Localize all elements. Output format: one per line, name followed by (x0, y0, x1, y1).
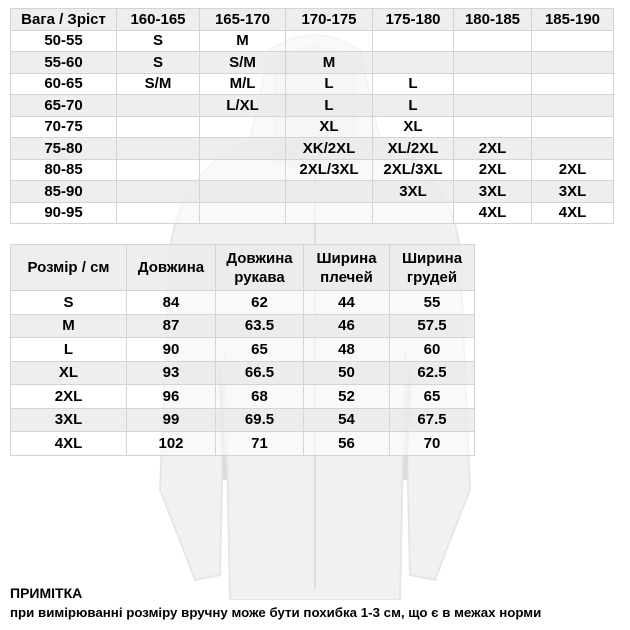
size-cell (200, 138, 286, 160)
size-cell (454, 30, 532, 52)
size-cell: 4XL (454, 202, 532, 224)
size-label-cell: M (11, 314, 127, 338)
size-cell: L (373, 73, 454, 95)
size-cell: 2XL (454, 138, 532, 160)
size-cell (117, 138, 200, 160)
table-row (11, 138, 614, 160)
height-header: 185-190 (532, 9, 614, 31)
weight-cell: 90-95 (11, 202, 117, 224)
measurement-cell: 54 (304, 408, 390, 432)
table-row (11, 30, 614, 52)
table-row (11, 73, 614, 95)
size-cell: XL/2XL (373, 138, 454, 160)
size-cell: XL (373, 116, 454, 138)
measurement-cell: 102 (127, 432, 216, 456)
measurement-cell: 93 (127, 361, 216, 385)
measurement-cell: 56 (304, 432, 390, 456)
size-cell (532, 138, 614, 160)
weight-cell: 70-75 (11, 116, 117, 138)
size-label-cell: L (11, 338, 127, 362)
measurement-cell: 67.5 (390, 408, 475, 432)
measurement-cell: 69.5 (216, 408, 304, 432)
weight-height-size-table (10, 8, 614, 224)
size-cell: L/XL (200, 95, 286, 117)
size-cell: L (373, 95, 454, 117)
measurement-cell: 84 (127, 291, 216, 315)
table-row (11, 159, 614, 181)
size-cell: S (117, 52, 200, 74)
column-header: Ширина плечей (304, 245, 390, 291)
size-cell (117, 181, 200, 203)
measurement-cell: 57.5 (390, 314, 475, 338)
weight-cell: 75-80 (11, 138, 117, 160)
size-cell (454, 73, 532, 95)
note-title: ПРИМІТКА (10, 585, 83, 601)
measurement-cell: 70 (390, 432, 475, 456)
weight-cell: 55-60 (11, 52, 117, 74)
weight-cell: 60-65 (11, 73, 117, 95)
measurement-cell: 90 (127, 338, 216, 362)
measurement-cell: 50 (304, 361, 390, 385)
size-cell: 4XL (532, 202, 614, 224)
column-header: Довжина рукава (216, 245, 304, 291)
height-header: 180-185 (454, 9, 532, 31)
size-cell: M (286, 52, 373, 74)
table-row (11, 116, 614, 138)
table-row (11, 291, 475, 315)
size-cell (200, 202, 286, 224)
measurement-cell: 60 (390, 338, 475, 362)
measurement-cell: 44 (304, 291, 390, 315)
note-text: при вимірюванні розміру вручну може бути похибка 1-3 см, що є в межах норми (10, 605, 542, 620)
measurement-cell: 46 (304, 314, 390, 338)
size-cell: 2XL (532, 159, 614, 181)
measurement-cell: 96 (127, 385, 216, 409)
measurement-cell: 65 (390, 385, 475, 409)
table-row (11, 52, 614, 74)
size-cell: 2XL (454, 159, 532, 181)
table-row (11, 181, 614, 203)
column-header: Ширина грудей (390, 245, 475, 291)
size-cell (454, 52, 532, 74)
size-cell: M (200, 30, 286, 52)
size-cell (286, 181, 373, 203)
header-row (11, 245, 475, 291)
measurement-cell: 62 (216, 291, 304, 315)
table-row (11, 432, 475, 456)
weight-cell: 65-70 (11, 95, 117, 117)
size-label-cell: XL (11, 361, 127, 385)
size-cell (117, 116, 200, 138)
table-row (11, 202, 614, 224)
height-header: 175-180 (373, 9, 454, 31)
size-cell: 3XL (454, 181, 532, 203)
note (10, 584, 625, 622)
weight-cell: 80-85 (11, 159, 117, 181)
size-cell (532, 116, 614, 138)
measurement-cell: 62.5 (390, 361, 475, 385)
size-cell: 2XL/3XL (373, 159, 454, 181)
size-cell (117, 159, 200, 181)
height-header: 165-170 (200, 9, 286, 31)
size-cell: XL (286, 116, 373, 138)
weight-cell: 85-90 (11, 181, 117, 203)
size-label-cell: 2XL (11, 385, 127, 409)
size-cell (532, 52, 614, 74)
measurement-cell: 48 (304, 338, 390, 362)
table-row (11, 408, 475, 432)
table-row (11, 338, 475, 362)
weight-cell: 50-55 (11, 30, 117, 52)
size-cell (200, 159, 286, 181)
measurement-cell: 71 (216, 432, 304, 456)
size-cell: 3XL (532, 181, 614, 203)
size-label-cell: 3XL (11, 408, 127, 432)
size-cell: M/L (200, 73, 286, 95)
size-cell (286, 202, 373, 224)
size-label-cell: S (11, 291, 127, 315)
measurement-cell: 52 (304, 385, 390, 409)
measurement-cell: 87 (127, 314, 216, 338)
size-cell (117, 95, 200, 117)
table-row (11, 385, 475, 409)
size-cell (532, 73, 614, 95)
size-cell (373, 30, 454, 52)
table-row (11, 314, 475, 338)
height-header: 170-175 (286, 9, 373, 31)
measurement-cell: 99 (127, 408, 216, 432)
measurement-cell: 63.5 (216, 314, 304, 338)
size-cell: S/M (117, 73, 200, 95)
measurement-cell: 68 (216, 385, 304, 409)
column-header: Розмір / см (11, 245, 127, 291)
measurement-cell: 55 (390, 291, 475, 315)
size-cell: L (286, 73, 373, 95)
size-cell (532, 95, 614, 117)
size-cell (200, 116, 286, 138)
measurement-cell: 66.5 (216, 361, 304, 385)
size-cell (454, 116, 532, 138)
measurement-cell: 65 (216, 338, 304, 362)
table-row (11, 95, 614, 117)
size-cell (373, 202, 454, 224)
measurements-table (10, 244, 475, 456)
header-row (11, 9, 614, 31)
height-header: 160-165 (117, 9, 200, 31)
corner-header: Вага / Зріст (11, 9, 117, 31)
size-cell (117, 202, 200, 224)
size-cell: 3XL (373, 181, 454, 203)
size-cell (454, 95, 532, 117)
size-cell (532, 30, 614, 52)
column-header: Довжина (127, 245, 216, 291)
size-cell (373, 52, 454, 74)
size-cell: S (117, 30, 200, 52)
size-cell: S/M (200, 52, 286, 74)
size-cell: L (286, 95, 373, 117)
size-cell (286, 30, 373, 52)
size-cell (200, 181, 286, 203)
size-cell: 2XL/3XL (286, 159, 373, 181)
size-cell: XK/2XL (286, 138, 373, 160)
size-label-cell: 4XL (11, 432, 127, 456)
table-row (11, 361, 475, 385)
